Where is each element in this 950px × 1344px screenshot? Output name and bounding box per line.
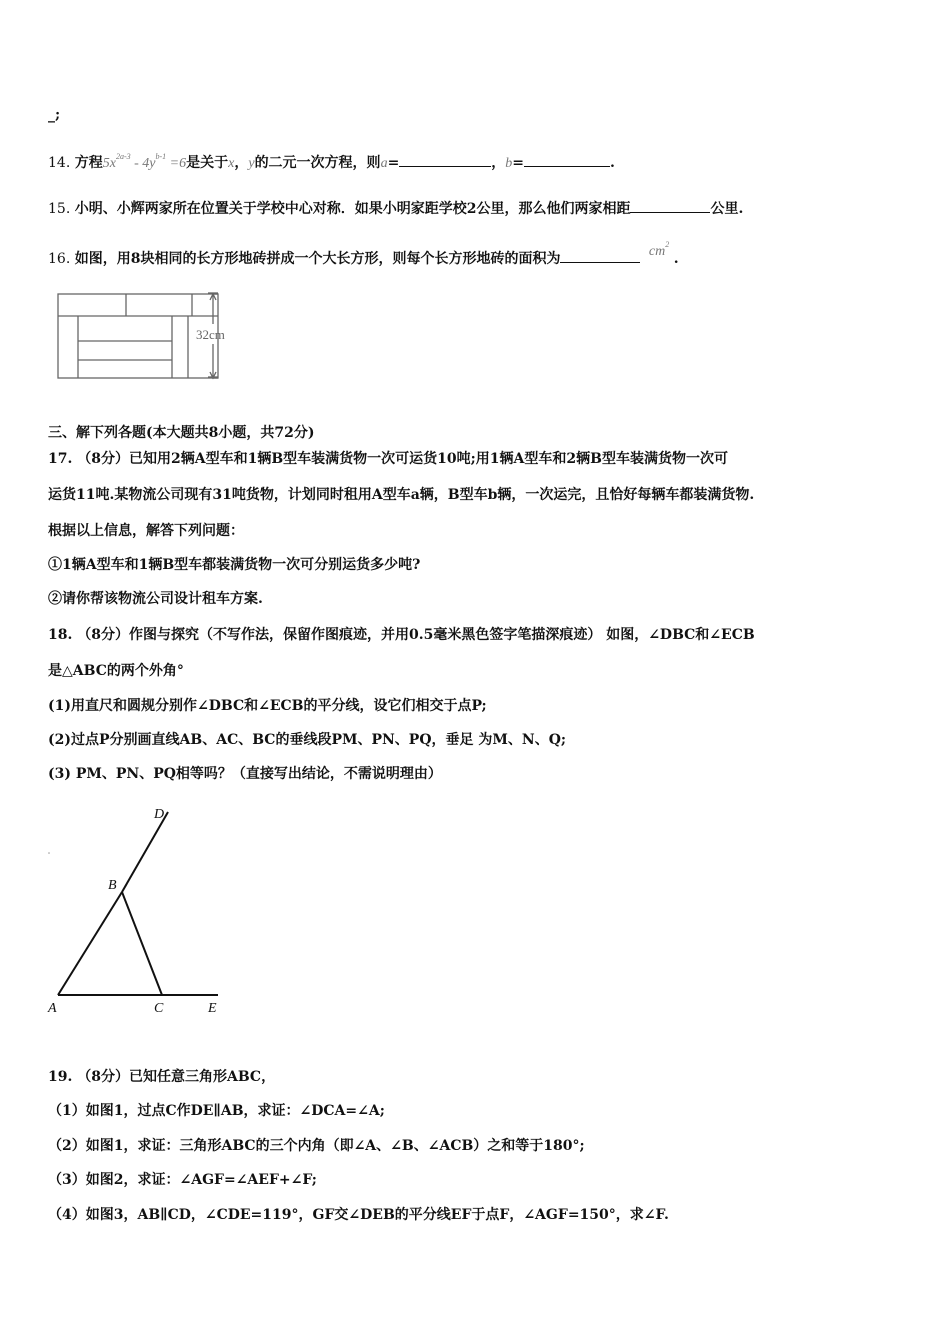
answer-blank[interactable]: [560, 248, 640, 263]
question-18-line-1: 18. （8分）作图与探究（不写作法，保留作图痕迹，并用0.5毫米黑色签字笔描深痕迹） 如图，∠DBC和∠ECB: [48, 627, 755, 643]
question-18-part-2: (2)过点P分别画直线AB、AC、BC的垂线段PM、PN、PQ，垂足 为M、N、Q;: [48, 732, 567, 748]
previous-question-fragment: _;: [48, 107, 61, 123]
question-number: 15.: [48, 201, 71, 217]
point-label-b: B: [108, 878, 117, 893]
var-b: b: [505, 156, 513, 171]
point-label-d: D: [154, 807, 165, 822]
point-label-e: E: [208, 1001, 217, 1016]
dimension-label: 32cm: [196, 327, 225, 342]
segment-bc: [122, 892, 162, 995]
question-19-part-1: （1）如图1，过点C作DE∥AB，求证：∠DCA=∠A;: [48, 1103, 385, 1119]
q14-equation: $5x^{2a-3} - 4y^{b-1} =6$: [102, 152, 187, 171]
q14-text: 是关于: [186, 155, 229, 171]
section-heading: 三、解下列各题(本大题共8小题，共72分): [48, 425, 315, 441]
question-17-line-3: 根据以上信息，解答下列问题：: [48, 523, 244, 539]
answer-blank-b[interactable]: [524, 152, 610, 167]
question-18-line-2: 是△ABC的两个外角°: [48, 663, 184, 679]
question-19-part-3: （3）如图2，求证：∠AGF=∠AEF+∠F;: [48, 1172, 317, 1188]
question-number: 16.: [48, 251, 71, 267]
question-14: 14. 方程$5x^{2a-3} - 4y^{b-1} =6$是关于x，y的二元一次方程，则a= ，b= .: [48, 152, 615, 171]
answer-blank[interactable]: [630, 198, 710, 213]
var-x: x: [228, 156, 235, 171]
question-15: 15. 小明、小辉两家所在位置关于学校中心对称．如果小明家距学校2公里，那么他们两家相距 公里.: [48, 198, 743, 218]
segment-ab: [58, 892, 122, 995]
question-17-part-1: ①1辆A型车和1辆B型车都装满货物一次可分别运货多少吨?: [48, 557, 421, 573]
q14-prefix: 方程: [74, 155, 103, 171]
triangle-abc-figure: [40, 800, 240, 1025]
tile-rectangle-figure: [52, 288, 252, 388]
ray-bd: [122, 812, 168, 892]
question-17-line-2: 运货11吨.某物流公司现有31吨货物，计划同时租用A型车a辆，B型车b辆，一次运完，且恰好每辆车都装满货物.: [48, 487, 755, 503]
question-19-line-1: 19. （8分）已知任意三角形ABC，: [48, 1069, 276, 1085]
q15-text: 小明、小辉两家所在位置关于学校中心对称．如果小明家距学校2公里，那么他们两家相距: [74, 201, 631, 217]
question-17-part-2: ②请你帮该物流公司设计租车方案.: [48, 591, 263, 607]
question-number: 14.: [48, 155, 71, 171]
point-label-c: C: [154, 1001, 164, 1016]
point-label-a: A: [48, 1001, 57, 1016]
question-16: 16. 如图，用8块相同的长方形地砖拼成一个大长方形，则每个长方形地砖的面积为 $cm^2$ .: [48, 240, 679, 267]
var-y: y: [248, 156, 255, 171]
question-18-part-1: (1)用直尺和圆规分别作∠DBC和∠ECB的平分线，设它们相交于点P;: [48, 698, 487, 714]
answer-blank-a[interactable]: [399, 152, 491, 167]
question-17-line-1: 17. （8分）已知用2辆A型车和1辆B型车装满货物一次可运货10吨;用1辆A型车和2辆B型车装满货物一次可: [48, 451, 728, 467]
question-18-part-3: (3) PM、PN、PQ相等吗？（直接写出结论，不需说明理由）: [48, 766, 442, 782]
q16-text: 如图，用8块相同的长方形地砖拼成一个大长方形，则每个长方形地砖的面积为: [74, 251, 561, 267]
var-a: a: [380, 156, 388, 171]
question-19-part-4: （4）如图3，AB∥CD，∠CDE=119°，GF交∠DEB的平分线EF于点F，∠AGF=150°，求∠F.: [48, 1207, 669, 1223]
question-19-part-2: （2）如图1，求证：三角形ABC的三个内角（即∠A、∠B、∠ACB）之和等于180°;: [48, 1138, 585, 1154]
unit-cm2: $cm^2$: [648, 240, 670, 259]
